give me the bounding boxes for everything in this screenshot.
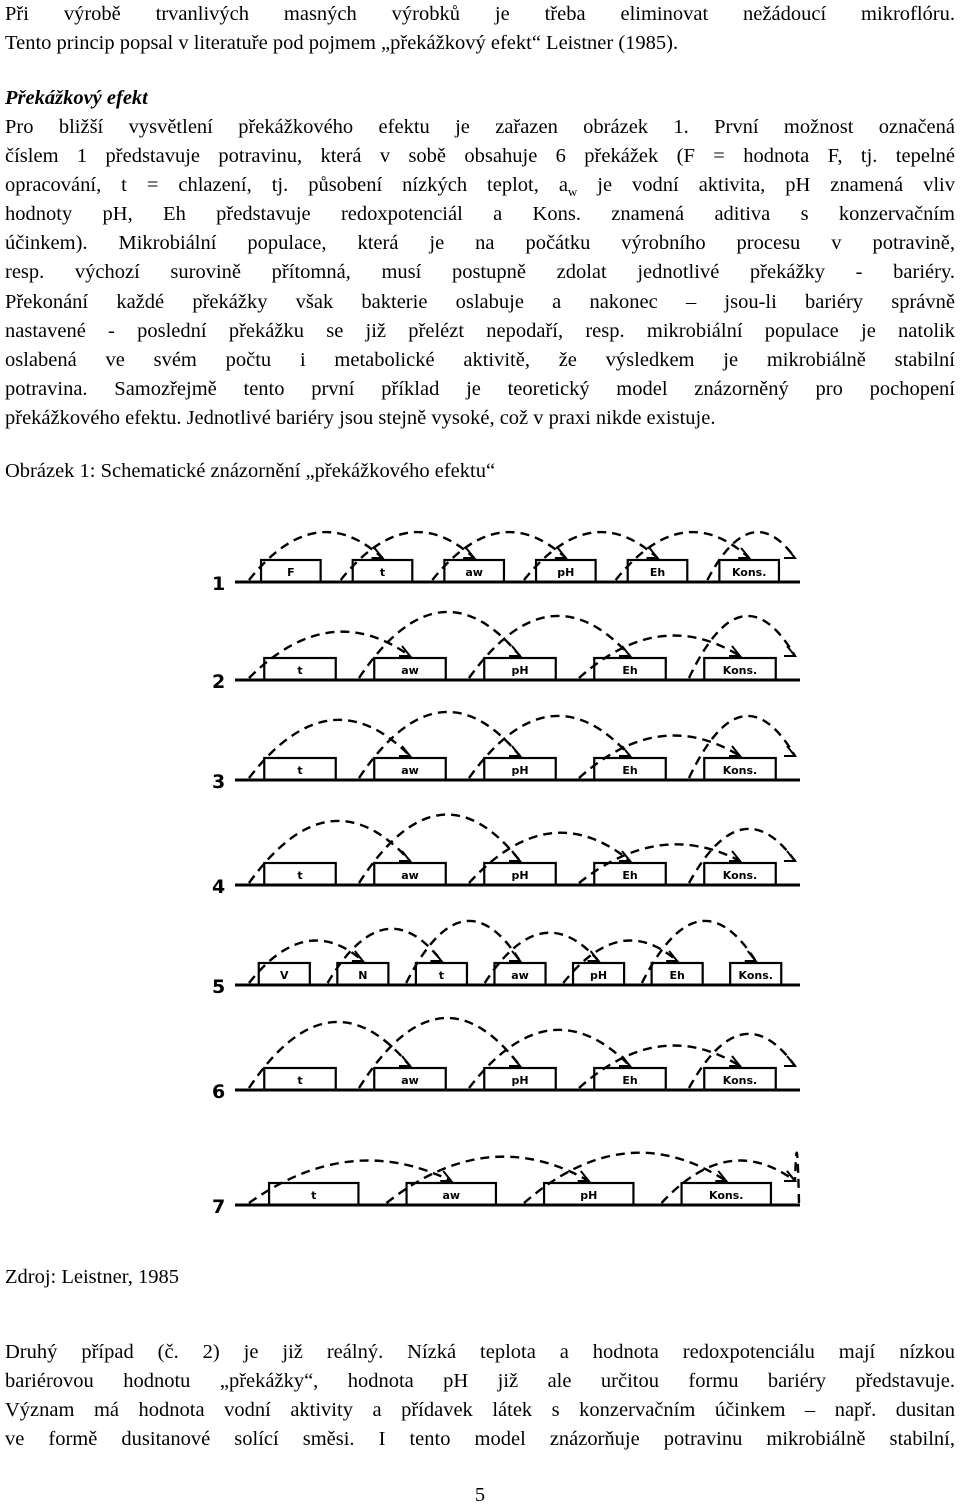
hurdle-label-6-4: Kons. bbox=[722, 1074, 758, 1087]
hurdle-label-1-4: Eh bbox=[649, 566, 666, 579]
hurdle-label-3-0: t bbox=[297, 764, 303, 777]
second-line-3: Význam má hodnota vodní aktivity a přídavek látek s konzervačním účinkem – např. dusitan bbox=[5, 1399, 955, 1422]
hurdle-label-6-2: pH bbox=[511, 1074, 529, 1087]
section-line-11: překážkového efektu. Jednotlivé bariéry jsou stejně vysoké, což v praxi nikde existuje. bbox=[5, 406, 716, 429]
hurdle-label-4-4: Kons. bbox=[722, 869, 758, 882]
hurdle-label-1-2: aw bbox=[465, 566, 483, 579]
intro-paragraph bbox=[5, 0, 955, 58]
jump-arc-7-1 bbox=[387, 1157, 589, 1203]
jump-arc-6-0 bbox=[249, 1022, 410, 1088]
jump-arc-7-2 bbox=[524, 1153, 726, 1203]
figure-caption: Obrázek 1: Schematické znázornění „překážkového efektu“ bbox=[5, 460, 496, 482]
arrow-head-5-2 bbox=[509, 951, 520, 961]
jump-arc-2-2 bbox=[469, 616, 630, 678]
hurdle-label-7-1: aw bbox=[442, 1189, 461, 1202]
row-number-7: 7 bbox=[212, 1196, 226, 1218]
hurdle-label-7-2: pH bbox=[580, 1189, 598, 1202]
hurdle-label-5-5: Eh bbox=[669, 969, 685, 982]
section-line-4: hodnoty pH, Eh představuje redoxpotenciál a Kons. znamená aditiva s konzervačním bbox=[5, 203, 955, 226]
row-number-2: 2 bbox=[212, 671, 226, 693]
arrow-head-4-4 bbox=[784, 851, 795, 861]
hurdle-label-7-3: Kons. bbox=[709, 1189, 744, 1202]
hurdle-label-2-2: pH bbox=[511, 664, 529, 677]
jump-arc-5-2 bbox=[406, 921, 520, 983]
section-line-3 bbox=[5, 171, 955, 200]
jump-arc-5-4 bbox=[563, 941, 677, 983]
jump-arc-4-2 bbox=[469, 833, 630, 883]
jump-arc-2-1 bbox=[359, 612, 520, 678]
hurdle-label-4-1: aw bbox=[401, 869, 419, 882]
hurdle-label-1-1: t bbox=[379, 566, 386, 579]
jump-arc-6-1 bbox=[359, 1018, 520, 1088]
jump-arc-5-0 bbox=[249, 941, 363, 983]
section-line-1: Pro bližší vysvětlení překážkového efektu je zařazen obrázek 1. První možnost označená bbox=[5, 116, 955, 138]
row-number-5: 5 bbox=[212, 976, 226, 998]
hurdle-label-5-0: V bbox=[280, 969, 289, 982]
hurdle-label-6-1: aw bbox=[401, 1074, 419, 1087]
hurdle-label-5-4: pH bbox=[590, 969, 608, 982]
section-heading: Překážkový efekt bbox=[5, 87, 148, 109]
jump-arc-4-0 bbox=[249, 821, 410, 883]
second-case-paragraph bbox=[5, 1338, 955, 1454]
page-number: 5 bbox=[474, 1484, 486, 1506]
jump-arc-3-3 bbox=[579, 736, 740, 778]
row-number-1: 1 bbox=[212, 573, 226, 595]
jump-arc-5-1 bbox=[328, 929, 445, 983]
section-line-5: účinkem). Mikrobiální populace, která je na počátku výrobního procesu v potravině, bbox=[5, 232, 955, 255]
hurdle-label-6-0: t bbox=[297, 1074, 303, 1087]
arrow-head-7-1 bbox=[578, 1171, 589, 1181]
hurdle-label-4-2: pH bbox=[511, 869, 529, 882]
hurdle-label-3-3: Eh bbox=[622, 764, 638, 777]
section-line-10: potravina. Samozřejmě tento první příklad je teoretický model znázorněný pro pochopení bbox=[5, 377, 955, 400]
hurdle-label-7-0: t bbox=[311, 1189, 317, 1202]
hurdle-label-2-3: Eh bbox=[622, 664, 638, 677]
hurdle-label-5-6: Kons. bbox=[738, 969, 773, 982]
jump-arc-3-2 bbox=[469, 716, 630, 778]
row-number-4: 4 bbox=[212, 876, 226, 898]
section-line-7: Překonání každé překážky však bakterie oslabuje a nakonec – jsou-li bariéry správně bbox=[5, 290, 955, 313]
intro-line-1: Při výrobě trvanlivých masných výrobků je třeba eliminovat nežádoucí mikroflóru. bbox=[5, 3, 955, 25]
hurdle-label-3-1: aw bbox=[401, 764, 419, 777]
hurdle-label-2-1: aw bbox=[401, 664, 419, 677]
hurdle-label-1-0: F bbox=[287, 566, 295, 579]
jump-arc-7-0 bbox=[249, 1161, 451, 1203]
hurdle-label-6-3: Eh bbox=[622, 1074, 638, 1087]
hurdle-label-3-4: Kons. bbox=[722, 764, 758, 777]
hurdle-label-5-2: t bbox=[438, 969, 445, 982]
hurdle-label-3-2: pH bbox=[511, 764, 529, 777]
jump-arc-2-0 bbox=[249, 632, 410, 678]
arrow-head-7-0 bbox=[440, 1171, 451, 1181]
hurdle-label-1-5: Kons. bbox=[731, 566, 767, 579]
section-line-6: resp. výchozí surovině přítomná, musí postupně zdolat jednotlivé překážky - bariéry. bbox=[5, 261, 955, 284]
hurdle-label-2-4: Kons. bbox=[722, 664, 758, 677]
section-line-8: nastavené - poslední překážku se již přelézt nepodaří, resp. mikrobiální populace je natolik bbox=[5, 319, 955, 342]
second-line-4: ve formě dusitanové solící směsi. I tento model znázorňuje potravinu mikrobiálně stabilní, bbox=[5, 1428, 955, 1451]
hurdle-label-5-1: N bbox=[358, 969, 368, 982]
section-paragraph bbox=[5, 113, 955, 433]
arrow-head-6-4 bbox=[784, 1056, 795, 1066]
intro-line-2: Tento princip popsal v literatuře pod pojmem „překážkový efekt“ Leistner (1985). bbox=[5, 32, 679, 55]
hurdle-label-2-0: t bbox=[297, 664, 303, 677]
section-line-2: číslem 1 představuje potravinu, která v sobě obsahuje 6 překážek (F = hodnota F, tj. tepelné bbox=[5, 145, 955, 168]
section-line-3-start: opracování, t = chlazení, tj. působení nízkých teplot, a bbox=[5, 174, 568, 197]
jump-arc-2-3 bbox=[579, 636, 740, 678]
section-line-9: oslabená ve svém počtu i metabolické aktivitě, že výsledkem je mikrobiálně stabilní bbox=[5, 348, 955, 371]
hurdle-diagram bbox=[150, 500, 820, 1260]
hurdle-label-1-3: pH bbox=[557, 566, 575, 579]
hurdle-label-4-0: t bbox=[297, 869, 303, 882]
hurdle-figure bbox=[150, 500, 820, 1260]
jump-arc-1-4 bbox=[616, 532, 750, 580]
jump-arc-7-4 bbox=[795, 1153, 799, 1203]
jump-arc-5-3 bbox=[485, 933, 599, 983]
hurdle-label-4-3: Eh bbox=[622, 869, 638, 882]
figure-source: Zdroj: Leistner, 1985 bbox=[5, 1266, 179, 1288]
jump-arc-3-0 bbox=[249, 720, 410, 778]
second-line-1: Druhý případ (č. 2) je již reálný. Nízká teplota a hodnota redoxpotenciálu mají nízkou bbox=[5, 1341, 955, 1363]
jump-arc-4-1 bbox=[359, 815, 520, 883]
second-line-2: bariérovou hodnotu „překážky“, hodnota pH již ale určitou formu bariéry představuje. bbox=[5, 1370, 955, 1393]
section-line-3-end: je vodní aktivita, pH znamená vliv bbox=[577, 174, 955, 197]
arrow-head-5-5 bbox=[745, 951, 756, 961]
aw-subscript: w bbox=[567, 184, 578, 200]
row-number-3: 3 bbox=[212, 771, 226, 793]
row-number-6: 6 bbox=[212, 1081, 226, 1103]
hurdle-label-5-3: aw bbox=[511, 969, 529, 982]
jump-arc-3-1 bbox=[359, 712, 520, 778]
